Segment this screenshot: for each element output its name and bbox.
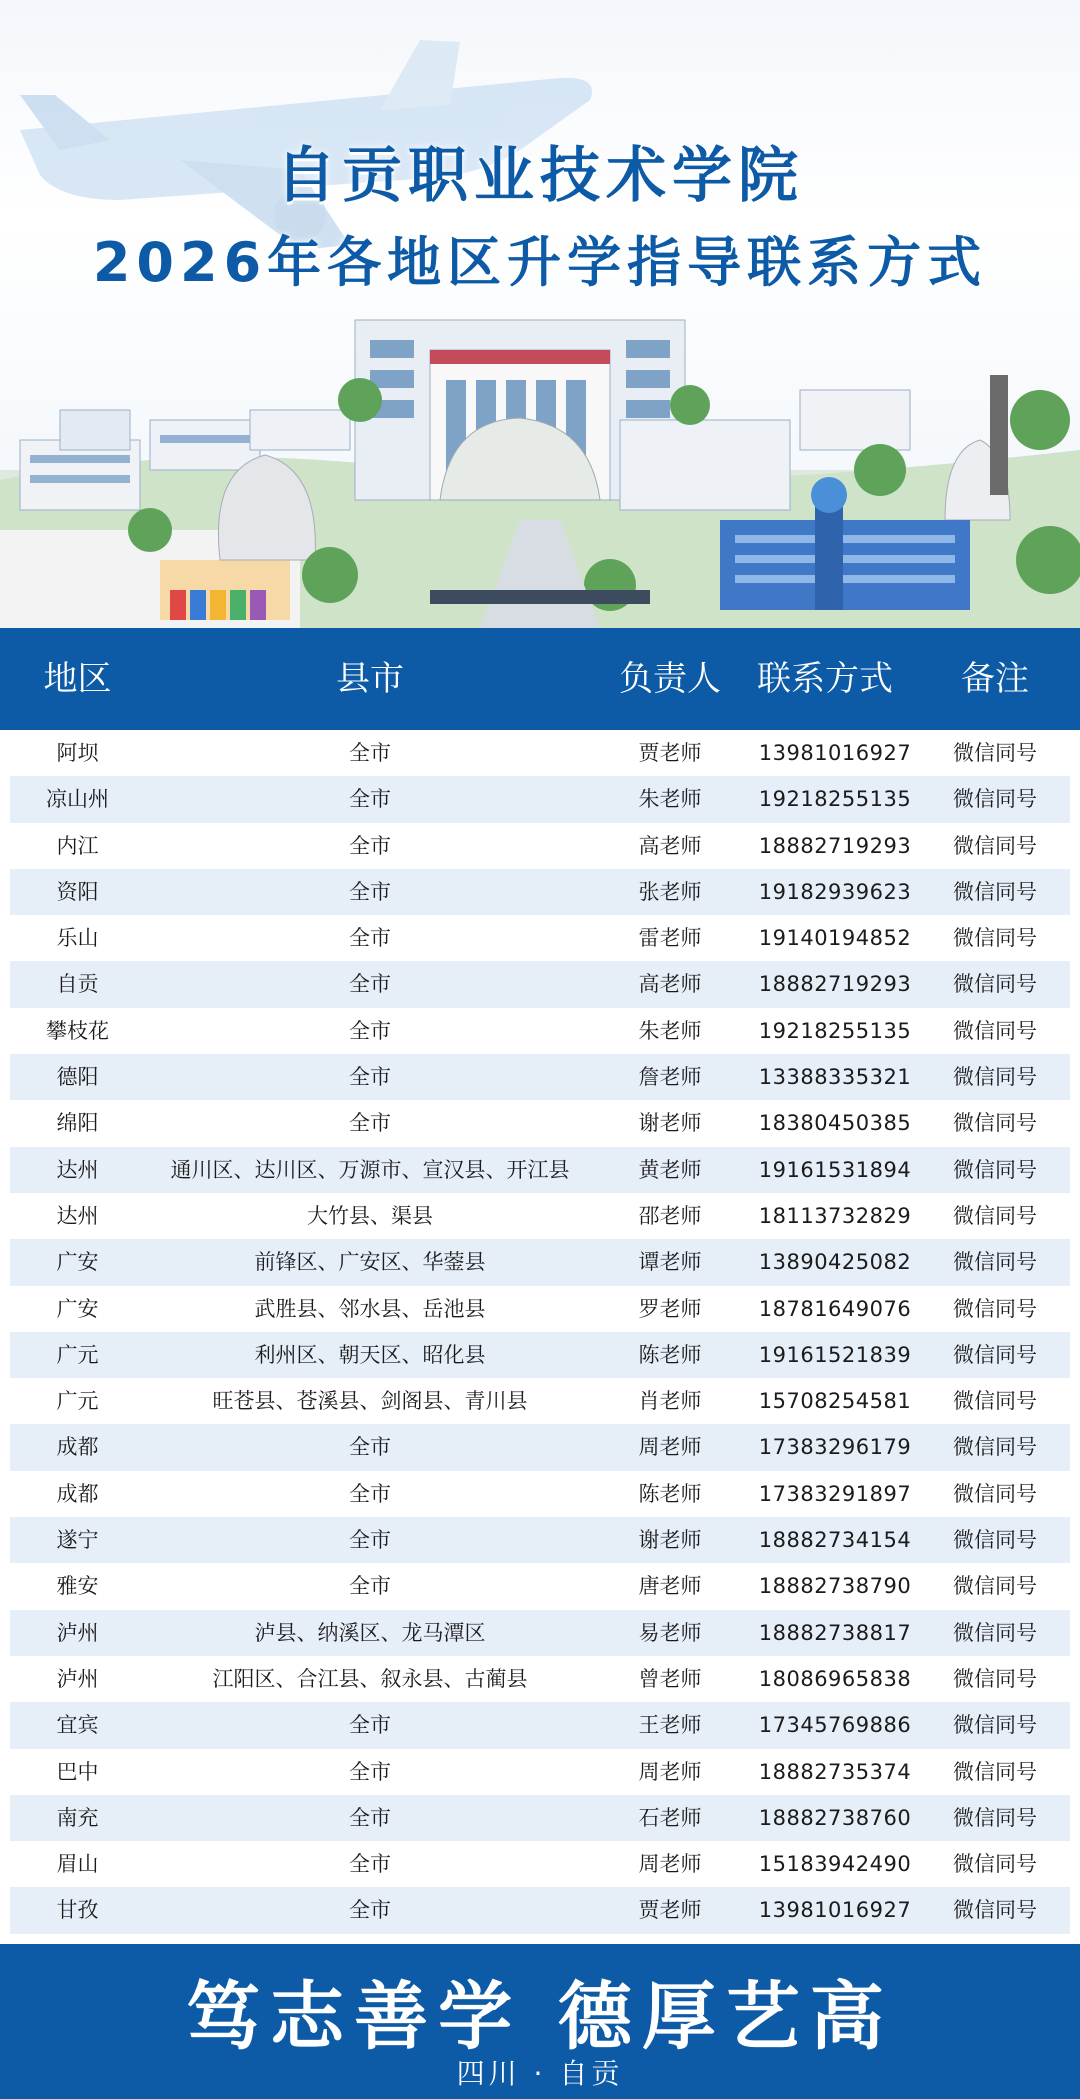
note-cell: 微信同号 [953, 1389, 1037, 1414]
location-label: 四川 · 自贡 [456, 2057, 624, 2090]
phone-cell[interactable]: 18882719293 [758, 833, 912, 858]
phone-cell[interactable]: 13981016927 [758, 741, 912, 765]
teacher-cell: 张老师 [638, 879, 702, 904]
table-row [10, 1563, 1070, 1609]
table-row [10, 1471, 1070, 1517]
note-cell: 微信同号 [953, 1018, 1037, 1043]
teacher-cell: 周老师 [638, 1435, 702, 1460]
region-cell: 泸州 [56, 1620, 99, 1645]
teacher-cell: 周老师 [638, 1852, 702, 1877]
county-cell: 全市 [349, 1805, 391, 1830]
county-cell: 全市 [349, 1852, 391, 1877]
county-cell: 旺苍县、苍溪县、剑阁县、青川县 [212, 1389, 528, 1414]
table-row [10, 869, 1070, 915]
county-cell: 全市 [349, 741, 391, 765]
region-cell: 广元 [56, 1342, 99, 1367]
note-cell: 微信同号 [953, 833, 1037, 858]
table-row [10, 1517, 1070, 1563]
phone-cell[interactable]: 13981016927 [758, 1898, 912, 1923]
footer-banner [0, 1944, 1080, 2099]
teacher-cell: 唐老师 [638, 1574, 702, 1599]
phone-cell[interactable]: 18086965838 [758, 1666, 912, 1691]
note-cell: 微信同号 [953, 1620, 1037, 1645]
phone-cell[interactable]: 18781649076 [758, 1296, 912, 1321]
hero-banner [0, 0, 1080, 628]
phone-cell[interactable]: 13890425082 [758, 1250, 912, 1275]
region-cell: 泸州 [56, 1666, 99, 1691]
phone-cell[interactable]: 18882719293 [758, 972, 912, 997]
note-cell: 微信同号 [953, 1157, 1037, 1182]
table-row [10, 1887, 1070, 1933]
county-cell: 全市 [349, 1018, 391, 1043]
note-cell: 微信同号 [953, 741, 1037, 765]
note-cell: 微信同号 [953, 1574, 1037, 1599]
phone-cell[interactable]: 18380450385 [758, 1111, 912, 1136]
note-cell: 微信同号 [953, 1203, 1037, 1228]
region-cell: 乐山 [56, 926, 99, 951]
phone-cell[interactable]: 15708254581 [758, 1389, 912, 1414]
county-cell: 全市 [349, 1528, 391, 1553]
teacher-cell: 朱老师 [638, 787, 702, 812]
table-row [10, 1239, 1070, 1285]
note-cell: 微信同号 [953, 787, 1037, 812]
note-cell: 微信同号 [953, 1481, 1037, 1506]
region-cell: 眉山 [56, 1852, 99, 1877]
title-line2: 2026年各地区升学指导联系方式 [92, 231, 988, 294]
teacher-cell: 肖老师 [638, 1389, 702, 1414]
region-cell: 宜宾 [56, 1713, 99, 1738]
note-cell: 微信同号 [953, 972, 1037, 997]
county-cell: 江阳区、合江县、叙永县、古蔺县 [212, 1666, 528, 1691]
note-cell: 微信同号 [953, 926, 1037, 951]
county-cell: 全市 [349, 1065, 391, 1090]
teacher-cell: 曾老师 [638, 1666, 702, 1691]
teacher-cell: 罗老师 [638, 1296, 702, 1321]
teacher-cell: 詹老师 [638, 1065, 702, 1090]
phone-cell[interactable]: 17383291897 [758, 1481, 912, 1506]
county-cell: 全市 [349, 1481, 391, 1506]
teacher-cell: 贾老师 [638, 741, 702, 765]
table-row [10, 1054, 1070, 1100]
teacher-cell: 贾老师 [638, 1898, 702, 1923]
county-cell: 全市 [349, 879, 391, 904]
region-cell: 德阳 [56, 1065, 99, 1090]
school-motto: 笃志善学 德厚艺高 [186, 1974, 894, 2060]
phone-cell[interactable]: 18882738790 [758, 1574, 912, 1599]
column-header-note: 备注 [961, 659, 1029, 699]
table-header [0, 628, 1080, 730]
phone-cell[interactable]: 18113732829 [758, 1203, 912, 1228]
county-cell: 全市 [349, 787, 391, 812]
region-cell: 雅安 [56, 1574, 99, 1599]
region-cell: 广安 [56, 1296, 99, 1321]
note-cell: 微信同号 [953, 1065, 1037, 1090]
title-line1: 自贡职业技术学院 [276, 141, 804, 211]
county-cell: 全市 [349, 1435, 391, 1460]
note-cell: 微信同号 [953, 1666, 1037, 1691]
phone-cell[interactable]: 18882738760 [758, 1805, 912, 1830]
teacher-cell: 陈老师 [638, 1342, 702, 1367]
county-cell: 全市 [349, 1713, 391, 1738]
table-row [10, 1841, 1070, 1887]
column-header-contact-person: 负责人 [619, 659, 721, 699]
region-cell: 凉山州 [46, 787, 109, 812]
county-cell: 全市 [349, 1898, 391, 1923]
county-cell: 通川区、达川区、万源市、宣汉县、开江县 [170, 1157, 570, 1182]
phone-cell[interactable]: 17345769886 [758, 1713, 912, 1738]
note-cell: 微信同号 [953, 1898, 1037, 1923]
county-cell: 全市 [349, 1759, 391, 1784]
county-cell: 全市 [349, 1574, 391, 1599]
note-cell: 微信同号 [953, 1111, 1037, 1136]
phone-cell[interactable]: 18882735374 [758, 1759, 912, 1784]
phone-cell[interactable]: 19218255135 [758, 1018, 912, 1043]
phone-cell[interactable]: 19140194852 [758, 926, 912, 951]
region-cell: 巴中 [56, 1759, 99, 1784]
region-cell: 成都 [56, 1435, 99, 1460]
note-cell: 微信同号 [953, 1435, 1037, 1460]
teacher-cell: 黄老师 [638, 1157, 702, 1182]
phone-cell[interactable]: 18882738817 [758, 1620, 912, 1645]
column-header-phone: 联系方式 [757, 659, 893, 699]
teacher-cell: 谭老师 [638, 1250, 702, 1275]
county-cell: 全市 [349, 926, 391, 951]
note-cell: 微信同号 [953, 879, 1037, 904]
table-row [10, 1702, 1070, 1748]
note-cell: 微信同号 [953, 1805, 1037, 1830]
region-cell: 广安 [56, 1250, 99, 1275]
table-body [0, 730, 1080, 1934]
table-row [10, 1193, 1070, 1239]
teacher-cell: 谢老师 [638, 1111, 702, 1136]
note-cell: 微信同号 [953, 1852, 1037, 1877]
county-cell: 全市 [349, 972, 391, 997]
teacher-cell: 周老师 [638, 1759, 702, 1784]
region-cell: 资阳 [56, 879, 99, 904]
phone-cell[interactable]: 13388335321 [758, 1065, 912, 1090]
table-row [10, 1656, 1070, 1702]
county-cell: 武胜县、邻水县、岳池县 [254, 1296, 486, 1321]
table-row [10, 1332, 1070, 1378]
region-cell: 内江 [56, 833, 99, 858]
phone-cell[interactable]: 19182939623 [758, 879, 912, 904]
note-cell: 微信同号 [953, 1759, 1037, 1784]
teacher-cell: 王老师 [638, 1713, 702, 1738]
note-cell: 微信同号 [953, 1528, 1037, 1553]
teacher-cell: 易老师 [638, 1620, 702, 1645]
region-cell: 达州 [56, 1157, 99, 1182]
region-cell: 甘孜 [56, 1898, 99, 1923]
county-cell: 泸县、纳溪区、龙马潭区 [254, 1620, 486, 1645]
region-cell: 南充 [56, 1805, 99, 1830]
table-row [10, 1378, 1070, 1424]
region-cell: 广元 [56, 1389, 99, 1414]
region-cell: 自贡 [56, 972, 99, 997]
teacher-cell: 邵老师 [638, 1203, 702, 1228]
table-row [10, 1008, 1070, 1054]
teacher-cell: 高老师 [638, 833, 702, 858]
phone-cell[interactable]: 19218255135 [758, 787, 912, 812]
phone-cell[interactable]: 19161531894 [758, 1157, 912, 1182]
column-header-county: 县市 [336, 659, 404, 699]
table-row [10, 1424, 1070, 1470]
region-cell: 成都 [56, 1481, 99, 1506]
teacher-cell: 朱老师 [638, 1018, 702, 1043]
table-row [10, 776, 1070, 822]
table-row [10, 1749, 1070, 1795]
table-row [10, 1286, 1070, 1332]
note-cell: 微信同号 [953, 1250, 1037, 1275]
note-cell: 微信同号 [953, 1713, 1037, 1738]
table-row [10, 1795, 1070, 1841]
note-cell: 微信同号 [953, 1342, 1037, 1367]
teacher-cell: 陈老师 [638, 1481, 702, 1506]
table-row [10, 1147, 1070, 1193]
region-cell: 达州 [56, 1203, 99, 1228]
campus-illustration [0, 0, 1080, 628]
county-cell: 全市 [349, 833, 391, 858]
region-cell: 绵阳 [56, 1111, 99, 1136]
note-cell: 微信同号 [953, 1296, 1037, 1321]
table-row [10, 915, 1070, 961]
table-row [10, 961, 1070, 1007]
county-cell: 前锋区、广安区、华蓥县 [254, 1250, 486, 1275]
phone-cell[interactable]: 17383296179 [758, 1435, 912, 1460]
county-cell: 利州区、朝天区、昭化县 [254, 1342, 486, 1367]
region-cell: 阿坝 [56, 741, 99, 765]
phone-cell[interactable]: 15183942490 [758, 1852, 912, 1877]
phone-cell[interactable]: 18882734154 [758, 1528, 912, 1553]
table-row [10, 1610, 1070, 1656]
phone-cell[interactable]: 19161521839 [758, 1342, 912, 1367]
teacher-cell: 雷老师 [638, 926, 702, 951]
teacher-cell: 石老师 [638, 1805, 702, 1830]
teacher-cell: 高老师 [638, 972, 702, 997]
table-row [10, 1100, 1070, 1146]
teacher-cell: 谢老师 [638, 1528, 702, 1553]
region-cell: 攀枝花 [46, 1018, 109, 1043]
column-header-region: 地区 [43, 659, 112, 699]
table-row [10, 730, 1070, 776]
region-cell: 遂宁 [56, 1528, 99, 1553]
county-cell: 全市 [349, 1111, 391, 1136]
contact-table [0, 628, 1080, 1944]
county-cell: 大竹县、渠县 [307, 1203, 433, 1228]
table-row [10, 823, 1070, 869]
